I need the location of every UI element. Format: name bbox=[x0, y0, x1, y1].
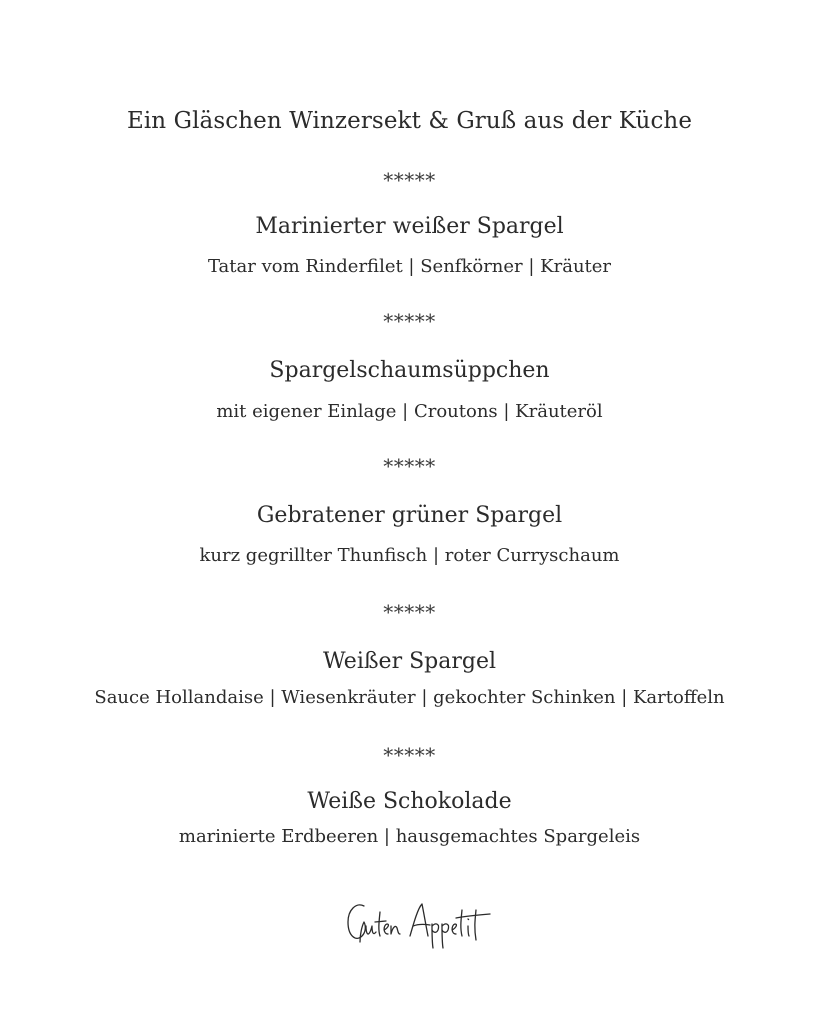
course-title: Weißer Spargel bbox=[322, 649, 497, 674]
separator: ***** bbox=[383, 309, 436, 333]
separator: ***** bbox=[383, 743, 436, 767]
course-title: Weiße Schokolade bbox=[307, 789, 512, 814]
course-title: Marinierter weißer Spargel bbox=[255, 214, 564, 239]
course-title: Spargelschaumsüppchen bbox=[269, 358, 550, 383]
course-description: Sauce Hollandaise | Wiesenkräuter | gekochter Schinken | Kartoffeln bbox=[94, 687, 725, 708]
intro-line: Ein Gläschen Winzersekt & Gruß aus der Küche bbox=[126, 108, 693, 134]
course-description: kurz gegrillter Thunfisch | roter Curryschaum bbox=[199, 545, 620, 566]
separator: ***** bbox=[383, 168, 436, 192]
course-description: marinierte Erdbeeren | hausgemachtes Spargeleis bbox=[178, 826, 641, 847]
guten-appetit-signature bbox=[338, 896, 498, 954]
separator: ***** bbox=[383, 454, 436, 478]
separator: ***** bbox=[383, 600, 436, 624]
course-description: mit eigener Einlage | Croutons | Kräuteröl bbox=[216, 401, 603, 422]
course-title: Gebratener grüner Spargel bbox=[256, 503, 563, 528]
course-description: Tatar vom Rinderfilet | Senfkörner | Kräuter bbox=[207, 256, 612, 277]
